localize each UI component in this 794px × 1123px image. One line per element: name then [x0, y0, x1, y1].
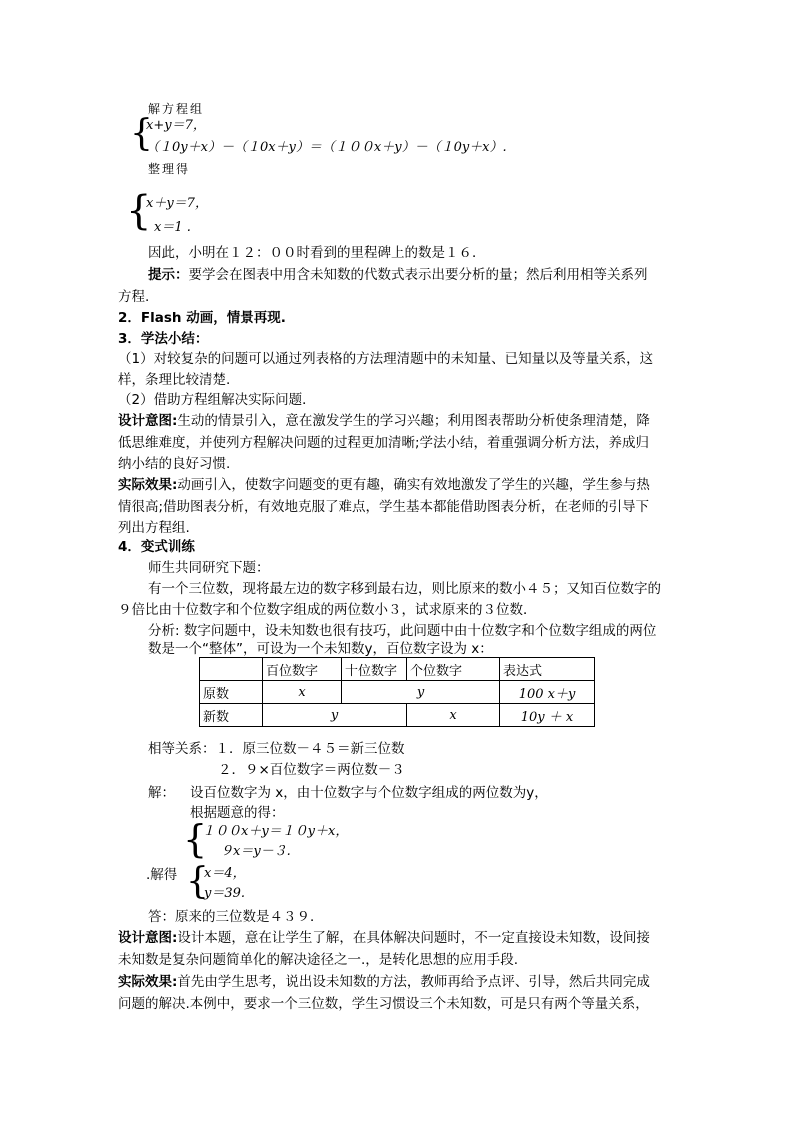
relations-label: 相等关系：	[148, 741, 216, 757]
summary-2: （2）借助方程组解决实际问题．	[118, 392, 316, 408]
solved-label: .解得	[146, 867, 178, 883]
hint-text-cont: 方程.	[118, 289, 150, 305]
design-text: 生动的情景引入，意在激发学生的学习兴趣；利用图表帮助分析使条理清楚，降	[177, 413, 650, 429]
row-label: 原数	[200, 681, 263, 704]
summary-1a: （1）对较复杂的问题可以通过列表格的方法理清题中的未知量、已知量以及等量关系，这	[118, 351, 654, 367]
tidy-label: 整理得	[148, 162, 191, 176]
table-header-row	[200, 658, 595, 681]
system-eq-2: ９x＝y－３.	[220, 844, 291, 859]
table-cell: 100 x＋y	[500, 681, 595, 704]
hint-line	[148, 266, 648, 284]
design-label: 设计意图:	[118, 413, 178, 429]
problem-text-b: ９倍比由十位数字和个位数字组成的两位数小３，试求原来的３位数．	[118, 602, 537, 618]
solve-label: 解方程组	[148, 102, 205, 116]
effect-line-2	[118, 973, 650, 991]
equation-2: （１0y＋x）－（１0x＋y）＝（１００x＋y）－（１0y＋x）.	[146, 140, 507, 155]
summary-1b: 样，条理比较清楚.	[118, 372, 231, 388]
table-cell: x	[263, 681, 342, 704]
table-cell: y	[342, 681, 500, 704]
design-text-b: 低思维难度，并使列方程解决问题的过程更加清晰;学法小结，着重强调分析方法，养成归	[118, 435, 650, 451]
relation-1: １．原三位数－４５＝新三位数	[215, 741, 405, 757]
analysis-text-b: 数是一个“整体”，可设为一个未知数y，百位数字设为 x：	[148, 641, 493, 657]
brace-icon: {	[186, 861, 209, 902]
section-2-title: 2．Flash 动画，情景再现.	[118, 310, 286, 326]
solved-eq-1: x＝4，	[204, 866, 246, 881]
design-text-c: 纳小结的良好习惯.	[118, 456, 231, 472]
brace-icon: {	[183, 817, 208, 861]
brace-icon: {	[126, 188, 152, 234]
equation-1: x+y＝7，	[146, 118, 206, 133]
table-header: 百位数字	[263, 658, 342, 681]
brace-icon: {	[130, 113, 153, 154]
effect-label: 实际效果:	[118, 477, 178, 493]
table-cell: y	[263, 704, 407, 727]
solution-text-b: 根据题意的得：	[190, 805, 285, 821]
design-text-b-2: 未知数是复杂问题简单化的解决途径之一.，是转化思想的应用手段.	[118, 952, 519, 968]
table-row	[200, 681, 595, 704]
section-4-title: 4．变式训练	[118, 539, 195, 555]
effect-text-b: 情很高;借助图表分析，有效地克服了难点，学生基本都能借助图表分析，在老师的引导下	[118, 499, 650, 515]
hint-label: 提示：	[148, 267, 189, 283]
effect-line	[118, 476, 650, 494]
table-row	[200, 704, 595, 727]
hint-text: 要学会在图表中用含未知数的代数式表示出要分析的量；然后利用相等关系列	[188, 267, 648, 283]
row-label: 新数	[200, 704, 263, 727]
relations-line-1	[148, 740, 405, 758]
table-cell: x	[407, 704, 500, 727]
solution-label: 解：	[148, 785, 175, 801]
effect-text: 动画引入，使数字问题变的更有趣，确实有效地激发了学生的兴趣，学生参与热	[177, 477, 650, 493]
effect-text-b-2: 问题的解决.本例中，要求一个三位数，学生习惯设三个未知数，可是只有两个等量关系，	[118, 996, 649, 1012]
solution-text-a: 设百位数字为 x，由十位数字与个位数字组成的两位数为y，	[190, 785, 548, 801]
table-header: 表达式	[500, 658, 595, 681]
answer-text: 答：原来的三位数是４３９．	[148, 909, 324, 925]
solved-eq-2: y＝39.	[204, 886, 246, 901]
conclusion-text: 因此，小明在１２：００时看到的里程碑上的数是１６．	[148, 245, 486, 261]
intro-text: 师生共同研究下题：	[148, 560, 270, 576]
design-label: 设计意图:	[118, 930, 178, 946]
relation-2: ２．９×百位数字＝两位数－３	[218, 762, 405, 778]
problem-text-a: 有一个三位数，现将最左边的数字移到最右边，则比原来的数小４５；又知百位数字的	[148, 581, 661, 597]
design-intent-line	[118, 412, 650, 430]
system-eq-1: １００x＋y＝１０y＋x，	[202, 824, 349, 839]
effect-text-c: 列出方程组.	[118, 520, 190, 536]
table-header: 十位数字	[342, 658, 407, 681]
design-text: 设计本题，意在让学生了解，在具体解决问题时，不一定直接设未知数，设间接	[177, 930, 650, 946]
result-2: x＝1 .	[154, 220, 191, 235]
analysis-text-a: 分析: 数字问题中，设未知数也很有技巧，此问题中由十位数字和个位数字组成的两位	[148, 623, 657, 639]
digit-table	[199, 657, 595, 727]
effect-label: 实际效果:	[118, 974, 178, 990]
result-1: x＋y＝7，	[146, 196, 208, 211]
section-3-title: 3．学法小结：	[118, 331, 209, 347]
effect-text: 首先由学生思考，说出设未知数的方法，教师再给予点评、引导，然后共同完成	[177, 974, 650, 990]
table-header: 个位数字	[407, 658, 500, 681]
table-cell: 10y ＋ x	[500, 704, 595, 727]
design-intent-line-2	[118, 929, 650, 947]
